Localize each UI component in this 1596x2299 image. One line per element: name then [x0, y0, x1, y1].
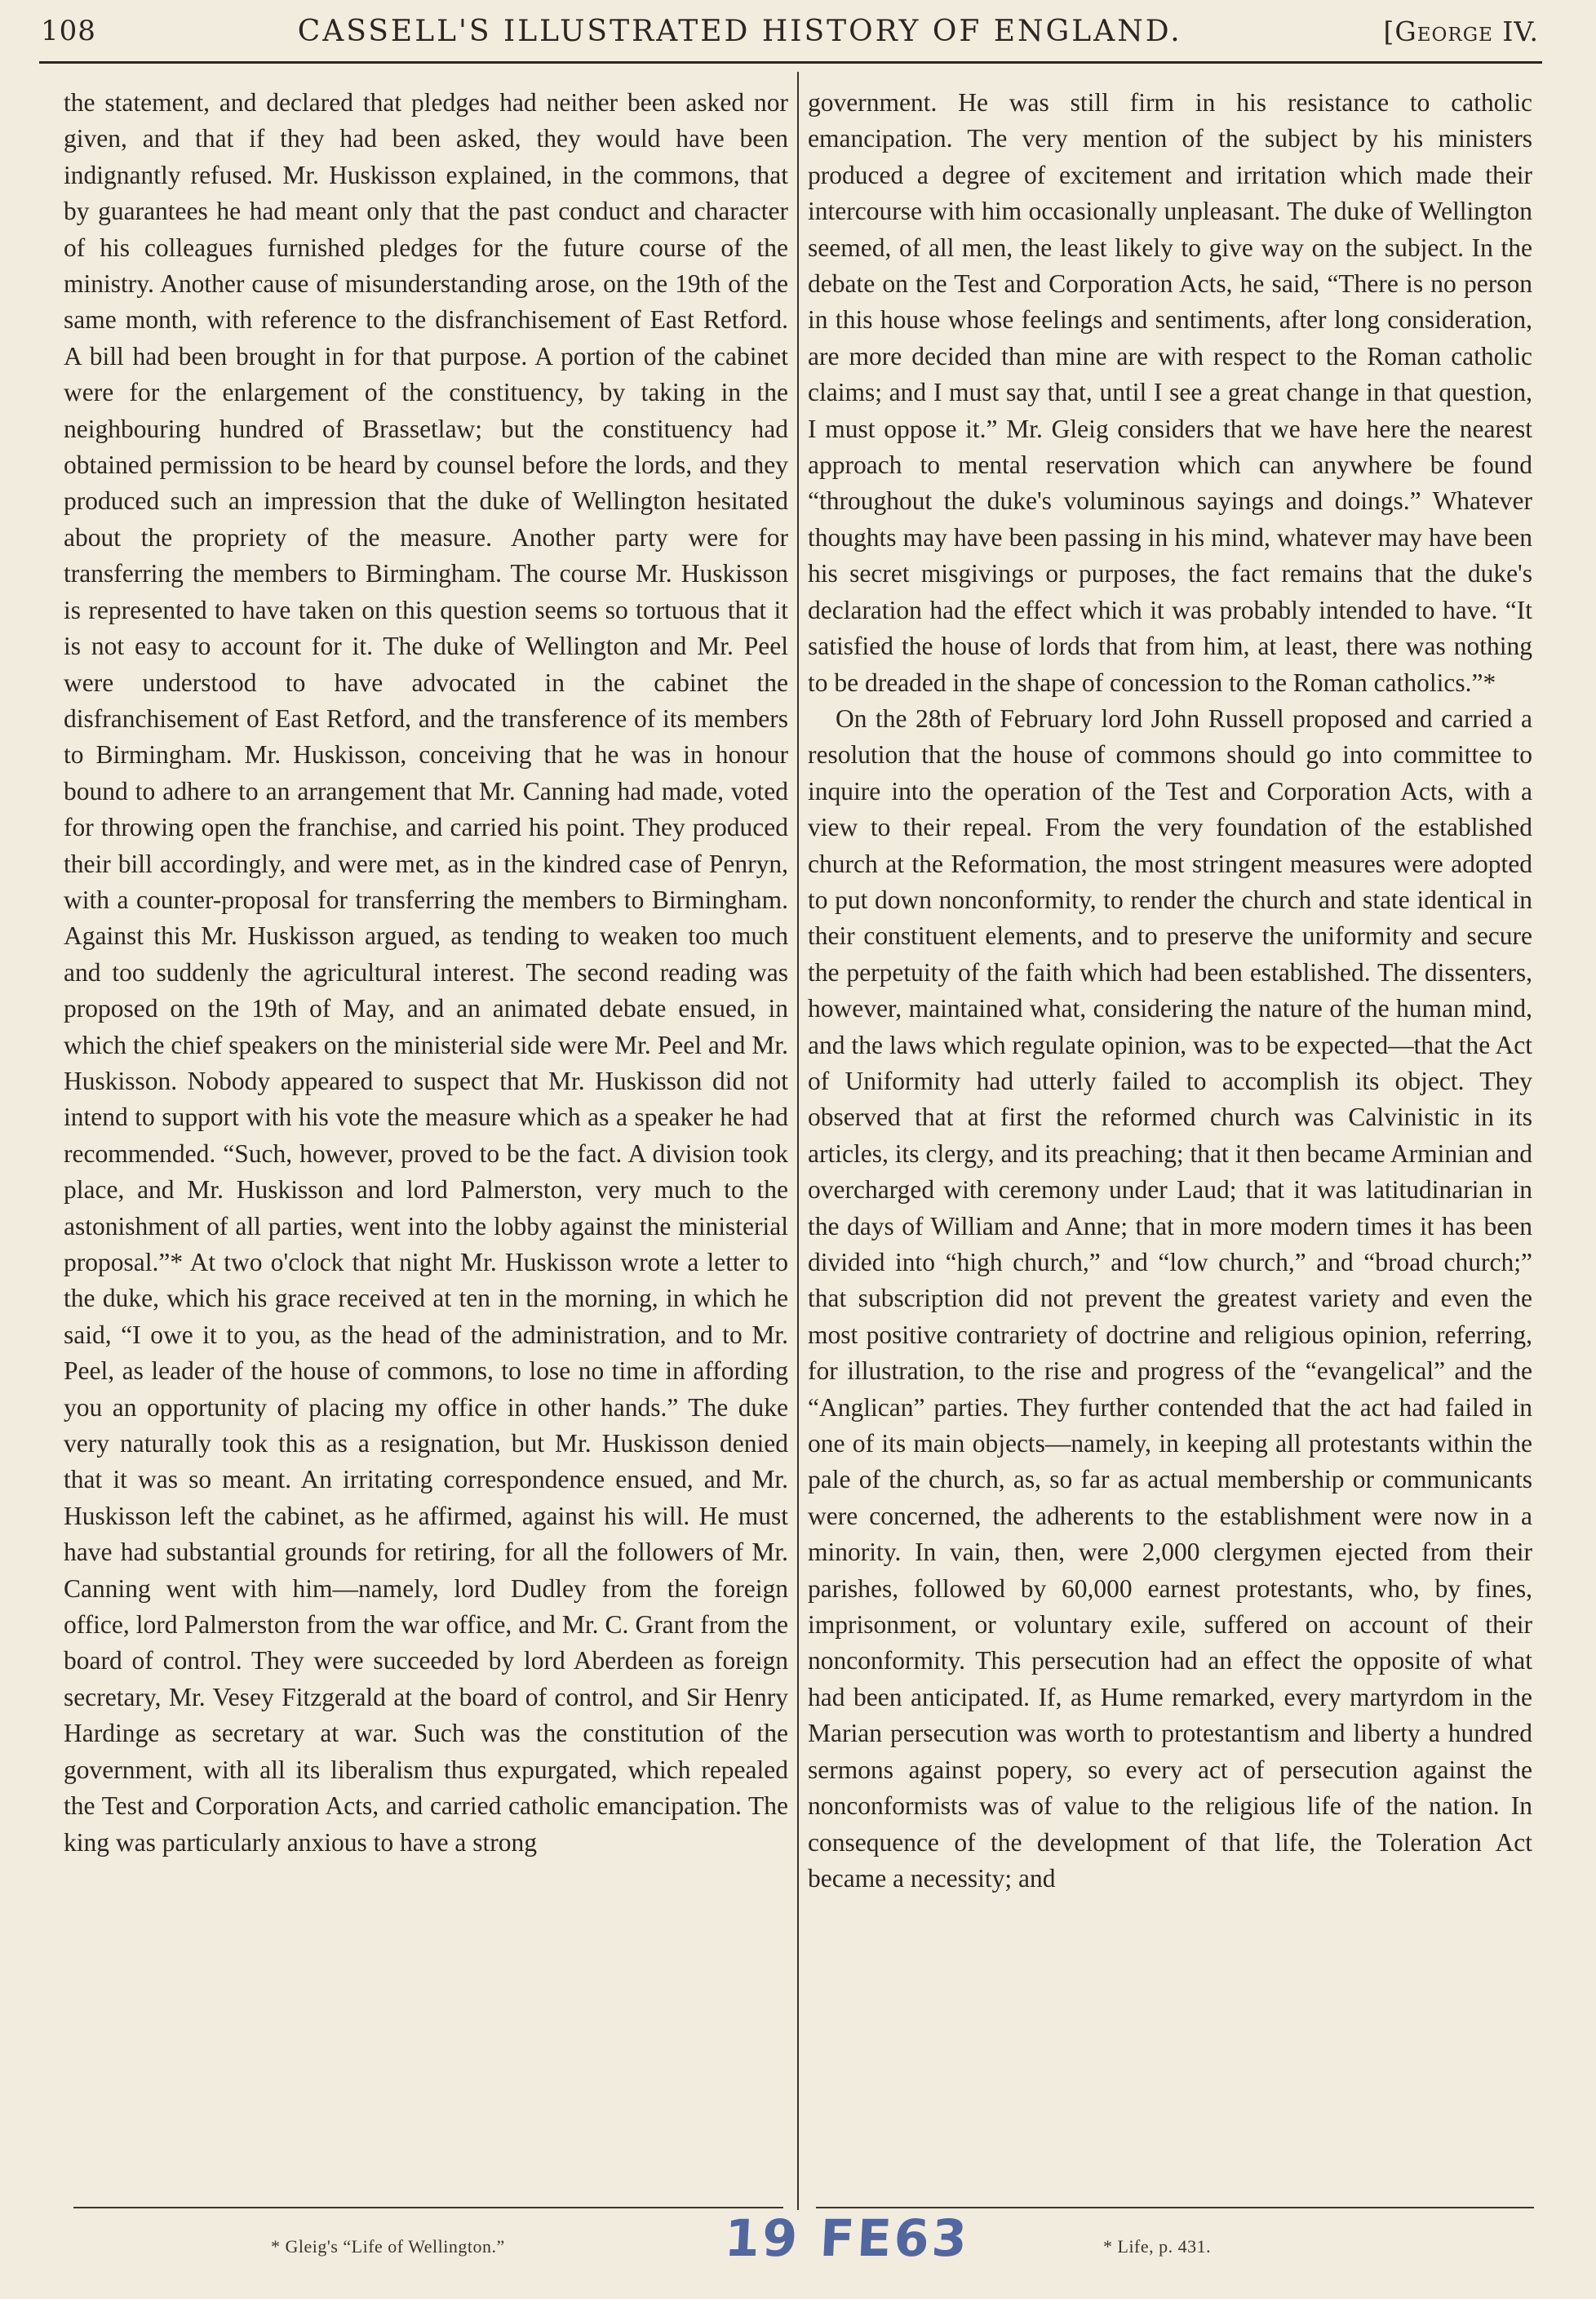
- footnote-rule-left: [73, 2207, 783, 2208]
- header-rule: [39, 61, 1542, 64]
- left-paragraph-1: the statement, and declared that pledges had neither been asked nor given, and that if they had been asked, they would have been indignantly refused. Mr. Huskisson explained, in the commons, that by guarantees he had meant only that the past conduct and character of his colleagues furnished pledges for the future course of the ministry. Another cause of misunderstanding arose, on the 19th of the same month, with reference to the disfranchisement of East Retford. A bill had been brought in for that purpose. A portion of the cabinet were for the enlargement of the constituency, by taking in the neighbouring hundred of Brassetlaw; but the constituency had obtained permission to be heard by counsel before the lords, and they produced such an impression that the duke of Wellington hesitated about the propriety of the measure. Another party were for transferring the members to Birmingham. The course Mr. Huskisson is represented to have taken on this question seems so tortuous that it is not easy to account for it. The duke of Wellington and Mr. Peel were understood to have advocated in the cabinet the disfranchisement of East Retford, and the transference of its members to Birmingham. Mr. Huskisson, conceiving that he was in honour bound to adhere to an arrangement that Mr. Canning had made, voted for throwing open the franchise, and carried his point. They produced their bill accordingly, and were met, as in the kindred case of Penryn, with a counter-proposal for transferring the members to Birmingham. Against this Mr. Huskisson argued, as tending to weaken too much and too suddenly the agricultural interest. The second reading was proposed on the 19th of May, and an animated debate ensued, in which the chief speakers on the ministerial side were Mr. Peel and Mr. Huskisson. Nobody appeared to suspect that Mr. Huskisson did not intend to support with his vote the measure which as a speaker he had recommended. “Such, however, proved to be the fact. A division took place, and Mr. Huskisson and lord Palmerston, very much to the astonishment of all parties, went into the lobby against the ministerial proposal.”* At two o'clock that night Mr. Huskisson wrote a letter to the duke, which his grace received at ten in the morning, in which he said, “I owe it to you, as the head of the administration, and to Mr. Peel, as leader of the house of commons, to lose no time in affording you an opportunity of placing my office in other hands.” The duke very naturally took this as a resignation, but Mr. Huskisson denied that it was so meant. An irritating correspondence ensued, and Mr. Huskisson left the cabinet, as he affirmed, against his will. He must have had substantial grounds for retiring, for all the followers of Mr. Canning went with him—namely, lord Dudley from the foreign office, lord Palmerston from the war office, and Mr. C. Grant from the board of control. They were succeeded by lord Aberdeen as foreign secretary, Mr. Vesey Fitzgerald at the board of control, and Sir Henry Hardinge as secretary at war. Such was the constitution of the government, with all its liberalism thus expurgated, which repealed the Test and Corporation Acts, and carried catholic emancipation. The king was particularly anxious to have a strong: [64, 88, 788, 1857]
- right-column: [808, 85, 1532, 1897]
- book-title: CASSELL'S ILLUSTRATED HISTORY OF ENGLAND.: [297, 14, 1182, 48]
- column-divider: [797, 72, 799, 2210]
- footnote-left: * Gleig's “Life of Wellington.”: [271, 2236, 505, 2257]
- right-paragraph-2: On the 28th of February lord John Russell proposed and carried a resolution that the house of commons should go into committee to inquire into the operation of the Test and Corporation Acts, with a view to their repeal. From the very foundation of the established church at the Reformation, the most stringent measures were adopted to put down nonconformity, to render the church and state identical in their constituent elements, and to preserve the uniformity and secure the perpetuity of the faith which had been established. The dissenters, however, maintained what, considering the nature of the human mind, and the laws which regulate opinion, was to be expected—that the Act of Uniformity had utterly failed to accomplish its object. They observed that at first the reformed church was Calvinistic in its articles, its clergy, and its preaching; that it then became Arminian and overcharged with ceremony under Laud; that it was latitudinarian in the days of William and Anne; that in more modern times it has been divided into “high church,” and “low church,” and “broad church;” that subscription did not prevent the greatest variety and even the most positive contrariety of doctrine and religious opinion, referring, for illustration, to the rise and progress of the “evangelical” and the “Anglican” parties. They further contended that the act had failed in one of its main objects—namely, in keeping all protestants within the pale of the church, as, so far as actual membership or communicants were concerned, the adherents to the establishment were now in a minority. In vain, then, were 2,000 clergymen ejected from their parishes, followed by 60,000 earnest protestants, who, by fines, imprisonment, or voluntary exile, suffered on account of their nonconformity. This persecution had an effect the opposite of what had been anticipated. If, as Hume remarked, every martyrdom in the Marian persecution was worth to protestantism and liberty a hundred sermons against popery, so every act of persecution against the nonconformists was of value to the religious life of the nation. In consequence of the development of that life, the Toleration Act became a necessity; and: [808, 703, 1532, 1893]
- right-paragraph-1: government. He was still firm in his resistance to catholic emancipation. The very mention of the subject by his ministers produced a degree of excitement and irritation which made their intercourse with him occasionally unpleasant. The duke of Wellington seemed, of all men, the least likely to give way on the subject. In the debate on the Test and Corporation Acts, he said, “There is no person in this house whose feelings and sentiments, after long consideration, are more decided than mine are with respect to the Roman catholic claims; and I must say that, until I see a great change in that question, I must oppose it.” Mr. Gleig considers that we have here the nearest approach to mental reservation which can anywhere be found “throughout the duke's voluminous sayings and doings.” Whatever thoughts may have been passing in his mind, whatever may have been his secret misgivings or purposes, the fact remains that the duke's declaration had the effect which it was probably intended to have. “It satisfied the house of lords that from him, at least, there was nothing to be dreaded in the shape of concession to the Roman catholics.”*: [808, 88, 1532, 697]
- reign-label: [George IV.: [1383, 15, 1539, 47]
- date-stamp: 19 FE63: [723, 2208, 971, 2268]
- page-number: 108: [41, 15, 96, 47]
- left-column: [64, 85, 788, 1861]
- footnote-right: * Life, p. 431.: [1103, 2236, 1212, 2257]
- running-head: [41, 7, 1539, 55]
